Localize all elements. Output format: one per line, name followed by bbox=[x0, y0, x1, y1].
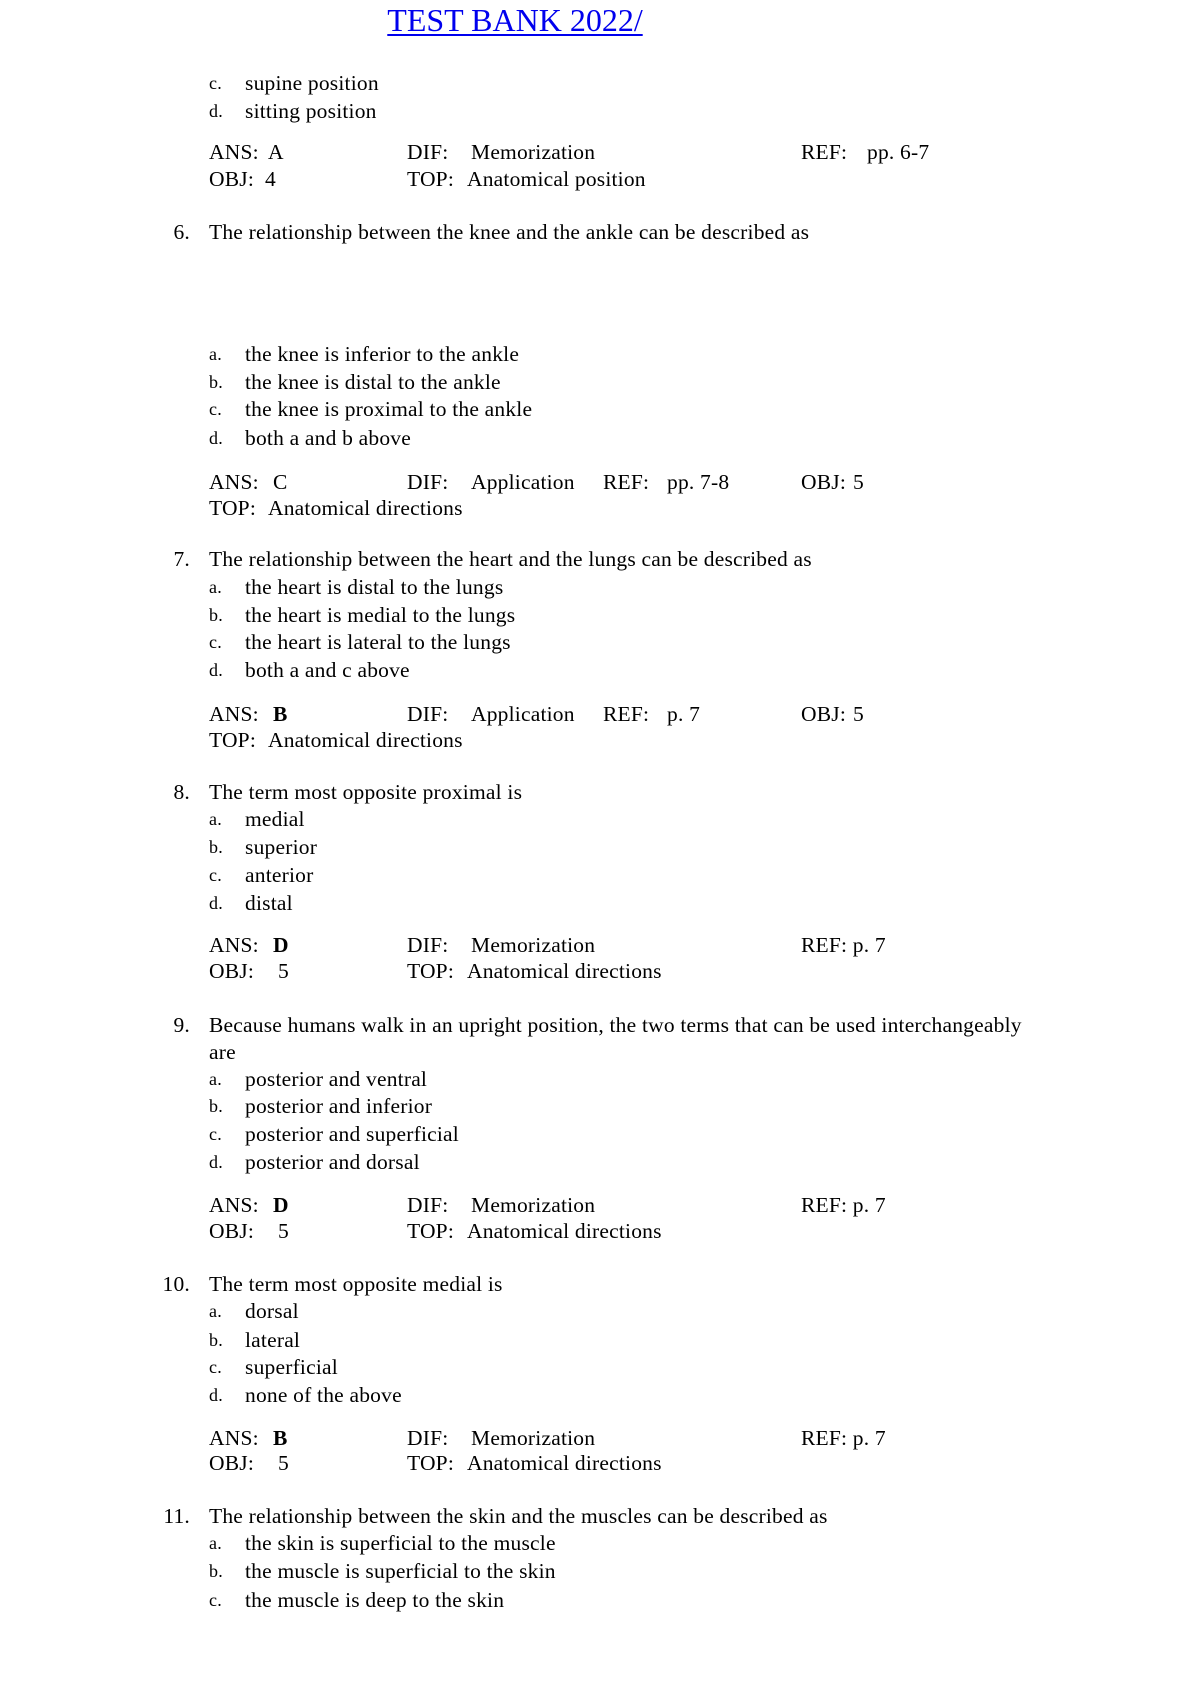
dif-value: Application bbox=[471, 702, 575, 726]
option-text: posterior and inferior bbox=[245, 1094, 433, 1118]
option-letter: b. bbox=[209, 605, 223, 625]
top-label: TOP: bbox=[209, 496, 257, 520]
option-text: none of the above bbox=[245, 1383, 402, 1407]
question-stem-continued: are bbox=[209, 1040, 236, 1064]
obj-value: 5 bbox=[278, 959, 289, 983]
ans-value: B bbox=[273, 702, 288, 726]
option-letter: b. bbox=[209, 837, 223, 857]
ref-value: pp. 7-8 bbox=[667, 470, 730, 494]
top-value: Anatomical directions bbox=[467, 1451, 662, 1475]
option-letter: a. bbox=[209, 1301, 222, 1321]
dif-label: DIF: bbox=[407, 702, 449, 726]
option-text: sitting position bbox=[245, 99, 377, 123]
option-letter: b. bbox=[209, 372, 223, 392]
ans-label: ANS: bbox=[209, 1426, 259, 1450]
dif-label: DIF: bbox=[407, 933, 449, 957]
obj-label: OBJ: bbox=[801, 470, 847, 494]
option-text: both a and b above bbox=[245, 426, 411, 450]
obj-label: OBJ: bbox=[801, 702, 847, 726]
option-text: medial bbox=[245, 807, 305, 831]
option-text: superior bbox=[245, 835, 318, 859]
option-text: supine position bbox=[245, 71, 379, 95]
header-title[interactable]: TEST BANK 2022/ bbox=[387, 2, 643, 38]
ref-label: REF: bbox=[801, 140, 848, 164]
top-value: Anatomical directions bbox=[268, 728, 463, 752]
ref: REF: p. 7 bbox=[801, 1193, 886, 1217]
option-text: the muscle is deep to the skin bbox=[245, 1588, 505, 1612]
option-text: the knee is inferior to the ankle bbox=[245, 342, 520, 366]
option-letter: c. bbox=[209, 1124, 222, 1144]
option-letter: d. bbox=[209, 1385, 223, 1405]
option-text: anterior bbox=[245, 863, 314, 887]
question-number: 10. bbox=[162, 1272, 190, 1296]
option-letter: c. bbox=[209, 399, 222, 419]
dif-label: DIF: bbox=[407, 470, 449, 494]
option-letter: c. bbox=[209, 73, 222, 93]
option-text: the skin is superficial to the muscle bbox=[245, 1531, 556, 1555]
obj-label: OBJ: bbox=[209, 959, 255, 983]
option-text: distal bbox=[245, 891, 293, 915]
ans-label: ANS: bbox=[209, 702, 259, 726]
option-letter: c. bbox=[209, 865, 222, 885]
top-value: Anatomical directions bbox=[467, 1219, 662, 1243]
ref: REF: p. 7 bbox=[801, 933, 886, 957]
question-stem: The relationship between the skin and the muscles can be described as bbox=[209, 1504, 828, 1528]
dif-value: Application bbox=[471, 470, 575, 494]
question-number: 6. bbox=[173, 220, 190, 244]
top-value: Anatomical directions bbox=[467, 959, 662, 983]
option-text: both a and c above bbox=[245, 658, 410, 682]
dif-value: Memorization bbox=[471, 1193, 596, 1217]
obj-label: OBJ: bbox=[209, 1451, 255, 1475]
dif-value: Memorization bbox=[471, 1426, 596, 1450]
obj-value: 5 bbox=[278, 1451, 289, 1475]
dif-label: DIF: bbox=[407, 1193, 449, 1217]
option-letter: b. bbox=[209, 1330, 223, 1350]
ans-label: ANS: bbox=[209, 140, 259, 164]
ref-label: REF: bbox=[603, 470, 650, 494]
option-letter: a. bbox=[209, 344, 222, 364]
obj-label: OBJ: bbox=[209, 167, 255, 191]
question-number: 7. bbox=[173, 547, 190, 571]
top-label: TOP: bbox=[209, 728, 257, 752]
question-stem: The term most opposite medial is bbox=[209, 1272, 503, 1296]
option-text: posterior and dorsal bbox=[245, 1150, 420, 1174]
option-text: superficial bbox=[245, 1355, 338, 1379]
option-letter: a. bbox=[209, 809, 222, 829]
top-value: Anatomical directions bbox=[268, 496, 463, 520]
option-letter: b. bbox=[209, 1561, 223, 1581]
ref-value: pp. 6-7 bbox=[867, 140, 930, 164]
question-stem: The relationship between the knee and the ankle can be described as bbox=[209, 220, 810, 244]
question-stem: Because humans walk in an upright position, the two terms that can be used interchangeably bbox=[209, 1013, 1022, 1037]
question-stem: The relationship between the heart and the lungs can be described as bbox=[209, 547, 812, 571]
obj-value: 5 bbox=[853, 470, 864, 494]
ans-value: B bbox=[273, 1426, 288, 1450]
option-text: the knee is proximal to the ankle bbox=[245, 397, 533, 421]
obj-label: OBJ: bbox=[209, 1219, 255, 1243]
ans-label: ANS: bbox=[209, 470, 259, 494]
ref-label: REF: bbox=[603, 702, 650, 726]
option-text: posterior and ventral bbox=[245, 1067, 428, 1091]
option-text: dorsal bbox=[245, 1299, 299, 1323]
question-number: 11. bbox=[163, 1504, 190, 1528]
dif-value: Memorization bbox=[471, 933, 596, 957]
option-letter: c. bbox=[209, 1590, 222, 1610]
ans-value: C bbox=[273, 470, 288, 494]
ref-value: p. 7 bbox=[667, 702, 701, 726]
top-value: Anatomical position bbox=[467, 167, 646, 191]
dif-label: DIF: bbox=[407, 1426, 449, 1450]
option-letter: b. bbox=[209, 1096, 223, 1116]
top-label: TOP: bbox=[407, 167, 455, 191]
option-text: posterior and superficial bbox=[245, 1122, 459, 1146]
top-label: TOP: bbox=[407, 1451, 455, 1475]
option-letter: d. bbox=[209, 660, 223, 680]
ans-label: ANS: bbox=[209, 1193, 259, 1217]
option-text: the knee is distal to the ankle bbox=[245, 370, 501, 394]
option-text: the muscle is superficial to the skin bbox=[245, 1559, 556, 1583]
question-number: 9. bbox=[173, 1013, 190, 1037]
option-text: the heart is medial to the lungs bbox=[245, 603, 516, 627]
top-label: TOP: bbox=[407, 1219, 455, 1243]
ans-value: D bbox=[273, 1193, 289, 1217]
option-text: the heart is lateral to the lungs bbox=[245, 630, 511, 654]
option-letter: d. bbox=[209, 1152, 223, 1172]
option-letter: c. bbox=[209, 632, 222, 652]
question-stem: The term most opposite proximal is bbox=[209, 780, 523, 804]
question-number: 8. bbox=[173, 780, 190, 804]
option-text: the heart is distal to the lungs bbox=[245, 575, 504, 599]
ans-value: D bbox=[273, 933, 289, 957]
top-label: TOP: bbox=[407, 959, 455, 983]
option-letter: d. bbox=[209, 893, 223, 913]
page-header-link[interactable] bbox=[0, 2, 1030, 39]
dif-label: DIF: bbox=[407, 140, 449, 164]
ans-label: ANS: bbox=[209, 933, 259, 957]
obj-value: 5 bbox=[278, 1219, 289, 1243]
option-letter: a. bbox=[209, 1069, 222, 1089]
ans-value: A bbox=[268, 140, 284, 164]
option-letter: c. bbox=[209, 1357, 222, 1377]
option-letter: a. bbox=[209, 1533, 222, 1553]
option-letter: d. bbox=[209, 428, 223, 448]
option-letter: d. bbox=[209, 101, 223, 121]
option-text: lateral bbox=[245, 1328, 301, 1352]
option-letter: a. bbox=[209, 577, 222, 597]
dif-value: Memorization bbox=[471, 140, 596, 164]
ref: REF: p. 7 bbox=[801, 1426, 886, 1450]
obj-value: 5 bbox=[853, 702, 864, 726]
obj-value: 4 bbox=[265, 167, 276, 191]
